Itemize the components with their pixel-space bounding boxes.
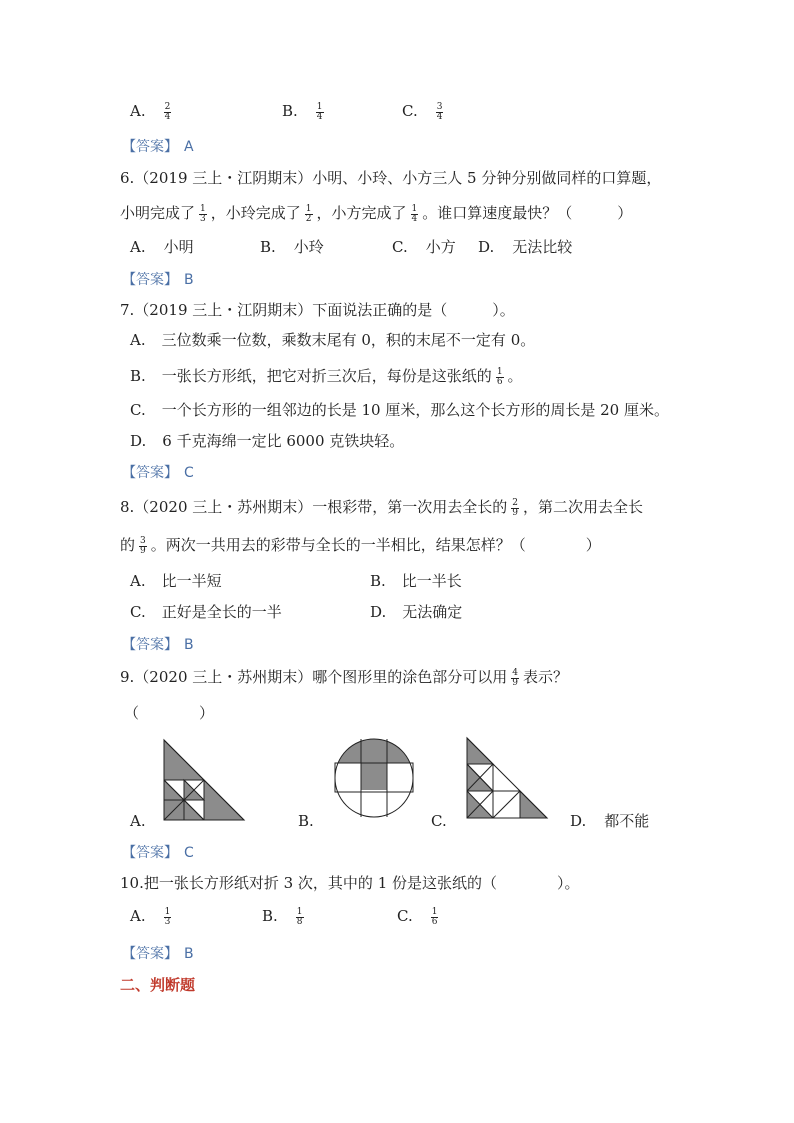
fraction: $\frac{2}{4}$	[164, 101, 171, 122]
fraction: $\frac{3}{9}$	[140, 535, 146, 556]
q9-figure-c[interactable]	[465, 736, 551, 822]
q8-option-a[interactable]: A. 比一半短	[130, 572, 222, 590]
q7-option-b[interactable]: B. 一张长方形纸，把它对折三次后，每份是这张纸的 $\frac{1}{6}$ 。	[130, 366, 523, 387]
q6-option-c[interactable]: C. 小方	[392, 238, 456, 256]
fraction: $\frac{1}{4}$	[316, 101, 323, 122]
q6-option-b[interactable]: B. 小玲	[260, 238, 324, 256]
q6-option-a[interactable]: A. 小明	[130, 238, 194, 256]
q10-option-a[interactable]: A. $\frac{1}{3}$	[130, 906, 171, 927]
q10-answer: 【答案】 B	[122, 946, 194, 962]
section-heading: 二、判断题	[120, 976, 196, 994]
q8-option-c[interactable]: C. 正好是全长的一半	[130, 603, 282, 621]
q6-answer: 【答案】 B	[122, 272, 194, 288]
option-label: B.	[282, 102, 298, 120]
fraction: $\frac{1}{6}$	[431, 906, 438, 927]
q5-option-c[interactable]	[402, 101, 447, 122]
fraction: $\frac{1}{3}$	[200, 203, 206, 224]
q9-stem-line1: 9.（2020 三上・苏州期末）哪个图形里的涂色部分可以用 $\frac{4}{9}$ 表示？	[120, 667, 569, 688]
q9-figure-b[interactable]	[332, 736, 416, 820]
q5-option-a[interactable]	[130, 101, 175, 122]
q9-option-c[interactable]: C.	[431, 812, 447, 830]
fraction: $\frac{1}{2}$	[305, 203, 312, 224]
q5-answer	[122, 136, 194, 156]
q8-stem-line1: 8.（2020 三上・苏州期末）一根彩带，第一次用去全长的 $\frac{2}{9}$ ，第二次用去全长	[120, 497, 644, 518]
fraction: $\frac{3}{4}$	[436, 101, 443, 122]
q6-option-d[interactable]: D. 无法比较	[478, 238, 573, 256]
q9-figure-a[interactable]	[162, 738, 246, 822]
fraction: $\frac{1}{8}$	[296, 906, 303, 927]
q5-option-b[interactable]	[282, 101, 328, 122]
fraction: $\frac{2}{9}$	[512, 497, 518, 518]
q9-answer: 【答案】 C	[122, 845, 194, 861]
fraction: $\frac{4}{9}$	[512, 667, 518, 688]
q7-option-c[interactable]: C. 一个长方形的一组邻边的长是 10 厘米，那么这个长方形的周长是 20 厘米。	[130, 401, 669, 419]
shaded-cell	[361, 763, 387, 790]
q8-option-d[interactable]: D. 无法确定	[370, 603, 463, 621]
q10-option-c[interactable]: C. $\frac{1}{6}$	[397, 906, 438, 927]
q7-stem: 7.（2019 三上・江阴期末）下面说法正确的是（ ）。	[120, 301, 515, 319]
q7-answer: 【答案】 C	[122, 465, 194, 481]
q8-stem-line2: 的 $\frac{3}{9}$ 。两次一共用去的彩带与全长的一半相比，结果怎样？（ ）	[120, 535, 601, 556]
q9-option-d[interactable]: D. 都不能	[570, 812, 650, 830]
q9-answer-blank: （ ）	[124, 704, 215, 722]
q6-stem-line2: 小明完成了 $\frac{1}{3}$ ，小玲完成了 $\frac{1}{2}$ ，小方完成了 $\frac{1}{4}$ 。谁口算速度最快？（ ）	[120, 203, 633, 224]
q10-option-b[interactable]: B. $\frac{1}{8}$	[262, 906, 303, 927]
q8-answer: 【答案】 B	[122, 637, 194, 653]
q10-stem: 10.把一张长方形纸对折 3 次，其中的 1 份是这张纸的（ ）。	[120, 874, 580, 892]
q9-option-b[interactable]: B.	[298, 812, 314, 830]
fraction: $\frac{1}{4}$	[411, 203, 418, 224]
q7-option-a[interactable]: A. 三位数乘一位数，乘数末尾有 0，积的末尾不一定有 0。	[130, 331, 536, 349]
q7-option-d[interactable]: D. 6 千克海绵一定比 6000 克铁块轻。	[130, 432, 405, 450]
q9-option-a[interactable]: A.	[130, 812, 146, 830]
option-label: C.	[402, 102, 418, 120]
answer-tag: 【答案】	[122, 139, 178, 155]
fraction: $\frac{1}{3}$	[164, 906, 171, 927]
q8-option-b[interactable]: B. 比一半长	[370, 572, 462, 590]
fraction: $\frac{1}{6}$	[496, 366, 503, 387]
answer-value: A	[184, 139, 194, 155]
q6-stem-line1: 6.（2019 三上・江阴期末）小明、小玲、小方三人 5 分钟分别做同样的口算题，	[120, 169, 662, 187]
shaded-cell	[332, 736, 416, 763]
option-label: A.	[130, 102, 146, 120]
